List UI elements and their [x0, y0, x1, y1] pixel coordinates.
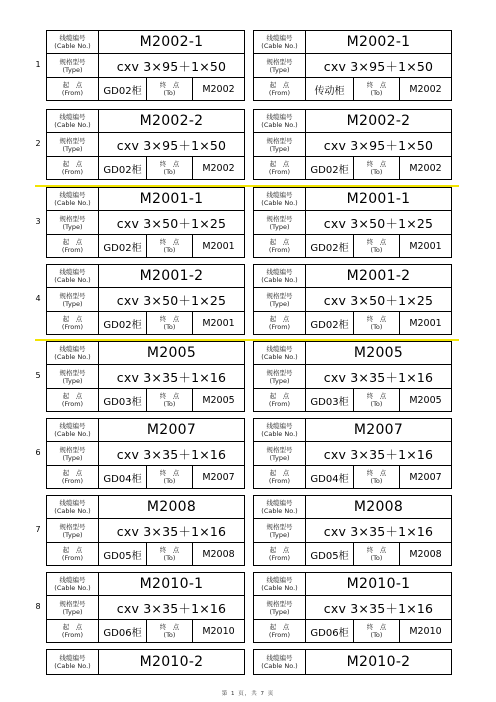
row-number: 4: [35, 294, 41, 303]
cable-number: M2001-1: [306, 188, 452, 211]
from-value: GD02柜: [99, 157, 147, 180]
row-number: 7: [35, 525, 41, 534]
from-value: GD03柜: [306, 389, 354, 412]
from-label: 起 点 (From): [47, 157, 99, 180]
to-label: 终 点 (To): [147, 235, 193, 258]
from-value: GD06柜: [99, 620, 147, 643]
from-value: GD03柜: [99, 389, 147, 412]
to-label: 终 点 (To): [147, 620, 193, 643]
type-label: 规格型号 (Type): [254, 54, 306, 78]
cable-type: cxv 3×35＋1×16: [99, 365, 245, 389]
cable-label: [253, 30, 452, 101]
cable-no-label: 线缆编号 (Cable No.): [47, 110, 99, 133]
to-label: 终 点 (To): [354, 78, 400, 101]
type-label: 规格型号 (Type): [47, 442, 99, 466]
to-label: 终 点 (To): [354, 312, 400, 335]
highlight-divider: [35, 339, 459, 341]
cable-type: cxv 3×50＋1×25: [99, 211, 245, 235]
row-number: 8: [35, 602, 41, 611]
to-value: M2001: [193, 312, 245, 335]
from-value: GD05柜: [306, 543, 354, 566]
cable-label: [253, 572, 452, 643]
cable-type: cxv 3×50＋1×25: [306, 211, 452, 235]
cable-type: cxv 3×95＋1×50: [306, 54, 452, 78]
to-label: 终 点 (To): [147, 312, 193, 335]
to-value: M2002: [193, 157, 245, 180]
cable-label: [46, 341, 245, 412]
from-value: GD02柜: [99, 78, 147, 101]
cable-number: M2010-1: [306, 573, 452, 596]
cable-no-label: 线缆编号 (Cable No.): [47, 650, 99, 675]
type-label: 规格型号 (Type): [47, 211, 99, 235]
cable-number: M2010-2: [99, 650, 245, 675]
from-value: GD02柜: [306, 157, 354, 180]
cable-no-label: 线缆编号 (Cable No.): [47, 342, 99, 365]
to-label: 终 点 (To): [354, 235, 400, 258]
cable-type: cxv 3×35＋1×16: [306, 442, 452, 466]
from-label: 起 点 (From): [47, 389, 99, 412]
cable-label: [46, 30, 245, 101]
cable-type: cxv 3×50＋1×25: [306, 288, 452, 312]
cable-type: cxv 3×35＋1×16: [99, 442, 245, 466]
from-value: GD02柜: [306, 312, 354, 335]
to-value: M2007: [400, 466, 452, 489]
from-value: GD02柜: [99, 312, 147, 335]
type-label: 规格型号 (Type): [254, 288, 306, 312]
cable-label: [253, 341, 452, 412]
cable-number: M2002-1: [99, 31, 245, 54]
type-label: 规格型号 (Type): [47, 288, 99, 312]
cable-type: cxv 3×35＋1×16: [306, 596, 452, 620]
to-label: 终 点 (To): [354, 466, 400, 489]
from-label: 起 点 (From): [47, 312, 99, 335]
to-value: M2010: [193, 620, 245, 643]
cable-no-label: 线缆编号 (Cable No.): [47, 265, 99, 288]
type-label: 规格型号 (Type): [47, 519, 99, 543]
cable-number: M2002-2: [99, 110, 245, 133]
from-label: 起 点 (From): [254, 620, 306, 643]
from-label: 起 点 (From): [254, 389, 306, 412]
from-label: 起 点 (From): [47, 620, 99, 643]
cable-label: [253, 264, 452, 335]
cable-no-label: 线缆编号 (Cable No.): [47, 496, 99, 519]
cable-number: M2002-2: [306, 110, 452, 133]
to-value: M2001: [400, 235, 452, 258]
to-label: 终 点 (To): [147, 157, 193, 180]
type-label: 规格型号 (Type): [47, 596, 99, 620]
from-value: GD04柜: [306, 466, 354, 489]
cable-type: cxv 3×50＋1×25: [99, 288, 245, 312]
cable-label: [46, 187, 245, 258]
cable-number: M2001-2: [99, 265, 245, 288]
cable-label: [46, 572, 245, 643]
cable-no-label: 线缆编号 (Cable No.): [254, 110, 306, 133]
to-value: M2008: [193, 543, 245, 566]
to-label: 终 点 (To): [147, 389, 193, 412]
cable-number: M2007: [99, 419, 245, 442]
cable-label: [46, 418, 245, 489]
cable-type: cxv 3×35＋1×16: [306, 365, 452, 389]
type-label: 规格型号 (Type): [254, 211, 306, 235]
cable-type: cxv 3×95＋1×50: [306, 133, 452, 157]
from-label: 起 点 (From): [254, 312, 306, 335]
cable-label: [46, 264, 245, 335]
cable-no-label: 线缆编号 (Cable No.): [254, 650, 306, 675]
cable-no-label: 线缆编号 (Cable No.): [47, 188, 99, 211]
to-label: 终 点 (To): [147, 466, 193, 489]
to-label: 终 点 (To): [147, 78, 193, 101]
cable-number: M2007: [306, 419, 452, 442]
cable-no-label: 线缆编号 (Cable No.): [47, 419, 99, 442]
to-value: M2005: [193, 389, 245, 412]
from-label: 起 点 (From): [254, 543, 306, 566]
cable-number: M2001-2: [306, 265, 452, 288]
cable-no-label: 线缆编号 (Cable No.): [47, 573, 99, 596]
cable-label-partial: [253, 649, 452, 675]
cable-label: [253, 495, 452, 566]
from-label: 起 点 (From): [254, 235, 306, 258]
to-value: M2001: [193, 235, 245, 258]
from-label: 起 点 (From): [47, 235, 99, 258]
cable-label: [253, 418, 452, 489]
cable-no-label: 线缆编号 (Cable No.): [254, 419, 306, 442]
to-label: 终 点 (To): [354, 157, 400, 180]
cable-no-label: 线缆编号 (Cable No.): [254, 573, 306, 596]
cable-number: M2010-1: [99, 573, 245, 596]
from-value: GD06柜: [306, 620, 354, 643]
type-label: 规格型号 (Type): [254, 596, 306, 620]
cable-label: [253, 109, 452, 180]
cable-type: cxv 3×35＋1×16: [306, 519, 452, 543]
to-label: 终 点 (To): [354, 620, 400, 643]
to-value: M2007: [193, 466, 245, 489]
to-value: M2008: [400, 543, 452, 566]
to-value: M2002: [400, 157, 452, 180]
from-label: 起 点 (From): [47, 78, 99, 101]
from-label: 起 点 (From): [254, 157, 306, 180]
from-value: GD02柜: [306, 235, 354, 258]
cable-type: cxv 3×35＋1×16: [99, 519, 245, 543]
type-label: 规格型号 (Type): [254, 442, 306, 466]
row-number: 5: [35, 371, 41, 380]
cable-no-label: 线缆编号 (Cable No.): [254, 265, 306, 288]
cable-number: M2008: [306, 496, 452, 519]
type-label: 规格型号 (Type): [47, 133, 99, 157]
row-number: 1: [35, 60, 41, 69]
cable-type: cxv 3×95＋1×50: [99, 133, 245, 157]
highlight-divider: [35, 185, 459, 187]
to-value: M2005: [400, 389, 452, 412]
from-label: 起 点 (From): [47, 543, 99, 566]
type-label: 规格型号 (Type): [254, 133, 306, 157]
from-value: GD04柜: [99, 466, 147, 489]
row-number: 2: [35, 139, 41, 148]
to-value: M2002: [400, 78, 452, 101]
cable-label-partial: [46, 649, 245, 675]
to-value: M2002: [193, 78, 245, 101]
to-value: M2001: [400, 312, 452, 335]
page-footer: 第 1 页，共 7 页: [221, 691, 275, 697]
from-value: GD05柜: [99, 543, 147, 566]
cable-no-label: 线缆编号 (Cable No.): [47, 31, 99, 54]
cable-no-label: 线缆编号 (Cable No.): [254, 342, 306, 365]
cable-number: M2008: [99, 496, 245, 519]
cable-number: M2005: [306, 342, 452, 365]
from-value: GD02柜: [99, 235, 147, 258]
cable-number: M2001-1: [99, 188, 245, 211]
cable-number: M2005: [99, 342, 245, 365]
cable-label: [46, 109, 245, 180]
to-value: M2010: [400, 620, 452, 643]
cable-number: M2002-1: [306, 31, 452, 54]
type-label: 规格型号 (Type): [254, 519, 306, 543]
cable-number: M2010-2: [306, 650, 452, 675]
cable-no-label: 线缆编号 (Cable No.): [254, 31, 306, 54]
type-label: 规格型号 (Type): [47, 54, 99, 78]
from-label: 起 点 (From): [254, 78, 306, 101]
to-label: 终 点 (To): [147, 543, 193, 566]
from-label: 起 点 (From): [254, 466, 306, 489]
row-number: 6: [35, 448, 41, 457]
cable-type: cxv 3×35＋1×16: [99, 596, 245, 620]
cable-type: cxv 3×95＋1×50: [99, 54, 245, 78]
row-number: 3: [35, 217, 41, 226]
to-label: 终 点 (To): [354, 543, 400, 566]
from-value: 传动柜: [306, 78, 354, 101]
cable-label: [253, 187, 452, 258]
from-label: 起 点 (From): [47, 466, 99, 489]
type-label: 规格型号 (Type): [47, 365, 99, 389]
to-label: 终 点 (To): [354, 389, 400, 412]
cable-no-label: 线缆编号 (Cable No.): [254, 496, 306, 519]
cable-label: [46, 495, 245, 566]
cable-no-label: 线缆编号 (Cable No.): [254, 188, 306, 211]
type-label: 规格型号 (Type): [254, 365, 306, 389]
